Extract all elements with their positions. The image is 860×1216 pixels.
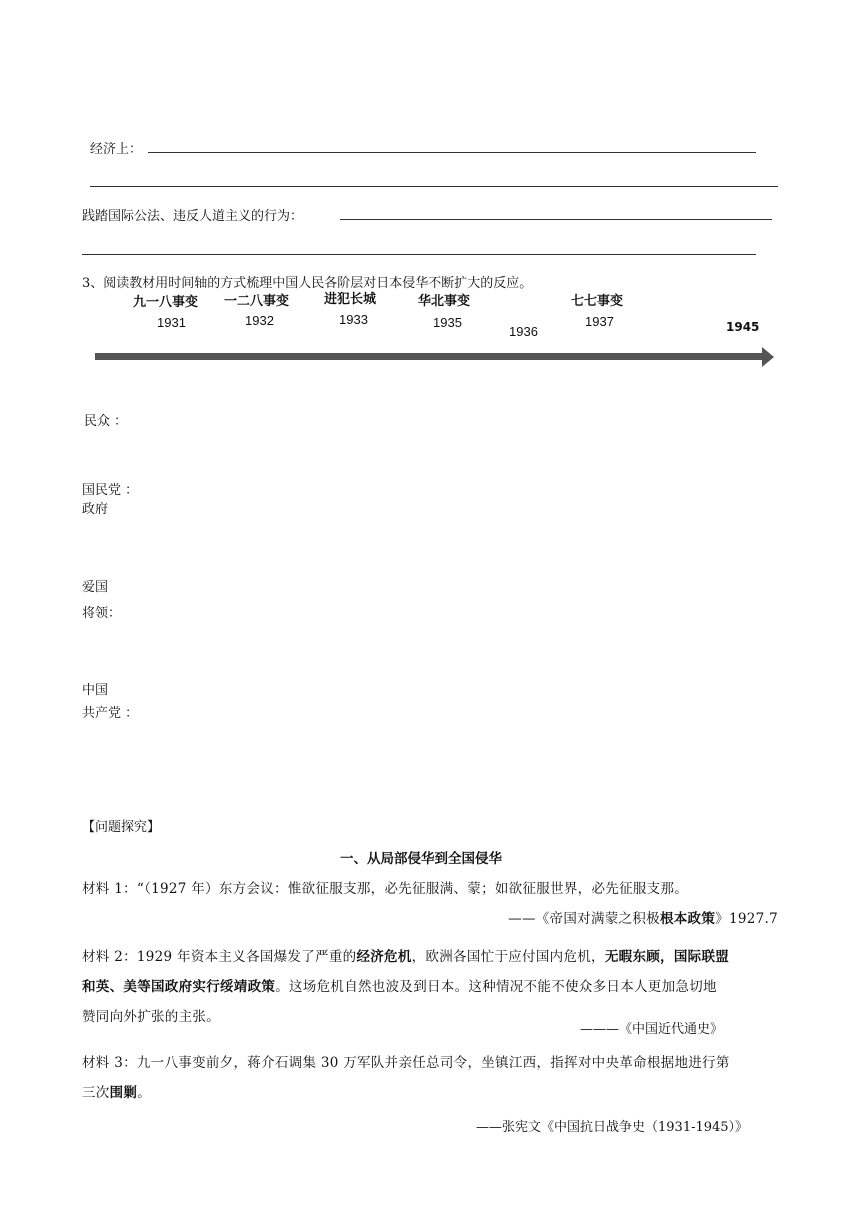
timeline-event-918: 九一八事变 (133, 295, 199, 310)
violation-answer-line[interactable] (340, 219, 772, 220)
timeline-arrow-head (762, 347, 774, 367)
timeline-year-1931: 1931 (157, 315, 186, 330)
timeline-event-great-wall: 进犯长城 (324, 292, 377, 307)
material-2-f: 。这场危机自然也波及到日本。这种情况不能不使众多日本人更加急切地 (275, 979, 717, 995)
group-kmt-line2: 政府 (82, 502, 109, 517)
material-1-source-a: ——《帝国对满蒙之积极 (508, 911, 660, 927)
material-2-source: ———《中国近代通史》 (580, 1022, 724, 1037)
group-kmt-line1: 国民党 ： (82, 483, 139, 498)
timeline-arrow-shaft (95, 353, 763, 360)
material-3-c: 围剿 (109, 1085, 138, 1101)
timeline-event-77: 七七事变 (571, 294, 624, 309)
material-2-d: 无暇东顾，国际联盟 (604, 949, 730, 965)
material-1-text: 材料 1：“（1927 年）东方会议：惟欲征服支那，必先征服满、蒙；如欲征服世界，必先征服支那。 (82, 881, 689, 897)
economy-answer-line-2[interactable] (90, 186, 778, 187)
material-3 (82, 1048, 782, 1108)
material-1-source (82, 904, 778, 934)
section-title: 一、从局部侵华到全国侵华 (340, 851, 502, 867)
material-3-source: ——张宪文《中国抗日战争史（1931-1945）》 (476, 1120, 749, 1135)
violation-label: 践踏国际公法、违反人道主义的行为： (82, 209, 304, 224)
timeline-year-1937: 1937 (585, 314, 614, 329)
task3-instruction: 3、阅读教材用时间轴的方式梳理中国人民各阶层对日本侵华不断扩大的反应。 (82, 276, 533, 291)
material-2-c: ，欧洲各国忙于应付国内危机， (411, 949, 605, 965)
material-1 (82, 874, 782, 904)
timeline-year-1945: 1945 (726, 320, 760, 334)
timeline-event-north-china: 华北事变 (418, 294, 471, 309)
material-3-b: 三次 (82, 1085, 110, 1101)
material-2-g: 赞同向外扩张的主张。 (82, 1009, 220, 1025)
timeline-year-1933: 1933 (339, 312, 368, 327)
timeline-year-1932: 1932 (245, 313, 274, 328)
material-2-b: 经济危机 (356, 949, 412, 965)
timeline-year-1936: 1936 (509, 324, 538, 339)
group-generals-line2: 将领： (82, 606, 122, 621)
group-people: 民众 ： (84, 414, 128, 429)
group-cpc-line1: 中国 (82, 683, 109, 698)
material-3-a: 材料 3：九一八事变前夕，蒋介石调集 30 万军队并亲任总司令，坐镇江西，指挥对中央革命根据地进行第 (82, 1055, 730, 1071)
timeline-event-128: 一二八事变 (224, 294, 290, 309)
violation-answer-line-2[interactable] (82, 254, 756, 255)
group-generals-line1: 爱国 (82, 580, 109, 595)
economy-label: 经济上： (90, 142, 143, 157)
inquiry-header: 【问题探究】 (82, 820, 161, 835)
material-2-a: 材料 2：1929 年资本主义各国爆发了严重的 (82, 949, 357, 965)
material-1-source-c: 》1927.7 (715, 911, 778, 927)
group-cpc-line2: 共产党 ： (82, 706, 139, 721)
material-1-source-bold: 根本政策 (659, 911, 716, 927)
timeline-year-1935: 1935 (433, 315, 462, 330)
economy-answer-line[interactable] (148, 152, 756, 153)
material-2-e: 和英、美等国政府实行绥靖政策 (82, 979, 276, 995)
material-3-d: 。 (137, 1085, 152, 1101)
